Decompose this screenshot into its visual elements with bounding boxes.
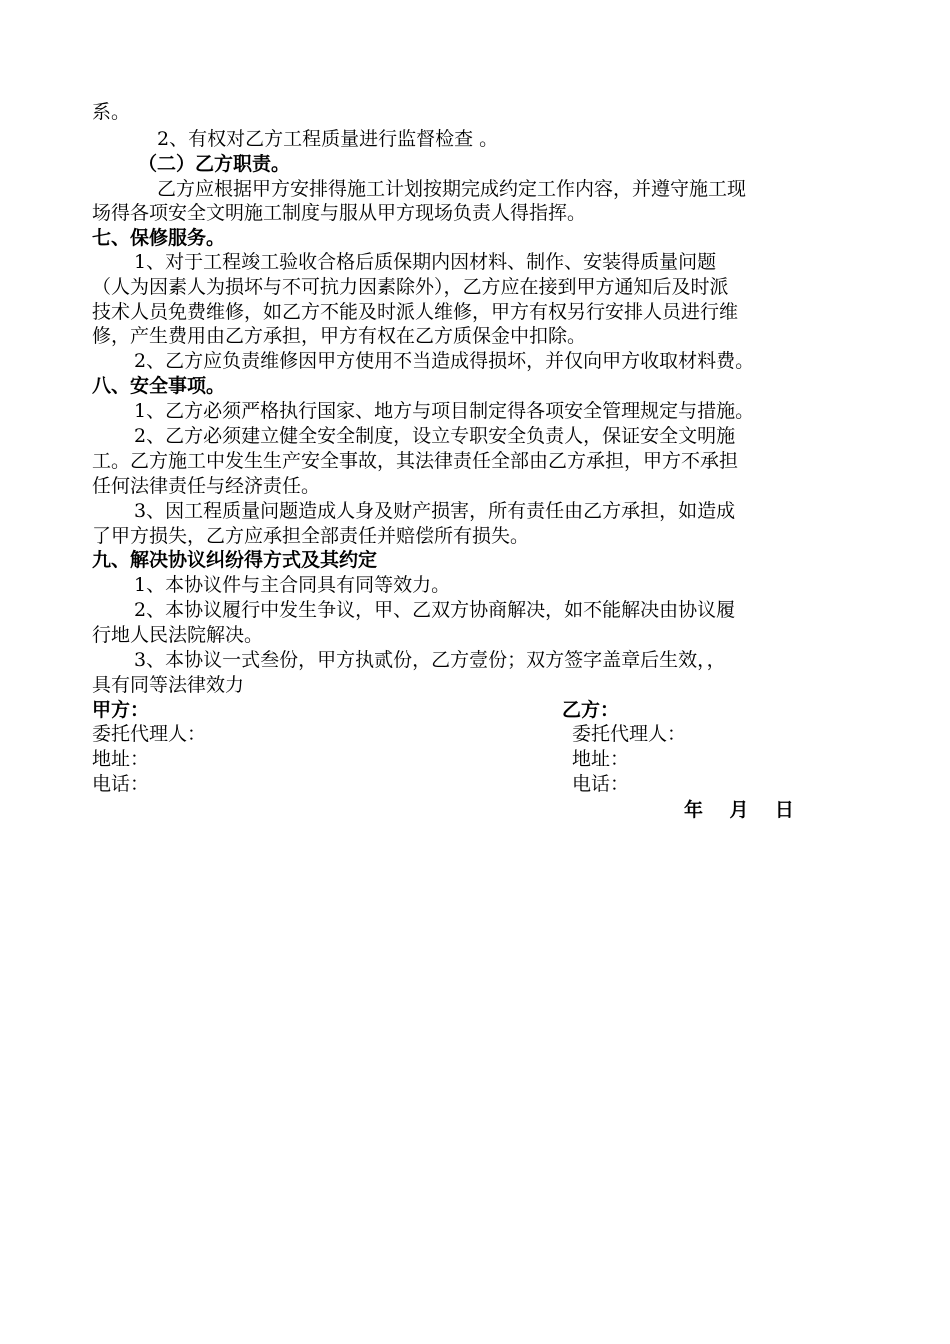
section-heading: 八、安全事项。 xyxy=(92,375,226,397)
text-line: 2、乙方必须建立健全安全制度，设立专职安全负责人，保证安全文明施 xyxy=(134,425,736,447)
text-line: 1、乙方必须严格执行国家、地方与项目制定得各项安全管理规定与措施。 xyxy=(134,400,755,422)
section-heading: 七、保修服务。 xyxy=(92,227,226,249)
signature-date: 年 月 日 xyxy=(684,799,794,821)
text-line: 3、因工程质量问题造成人身及财产损害，所有责任由乙方承担，如造成 xyxy=(134,500,736,522)
text-line: 工。乙方施工中发生生产安全事故，其法律责任全部由乙方承担，甲方不承担 xyxy=(92,450,739,472)
text-line: 1、本协议件与主合同具有同等效力。 xyxy=(134,574,451,596)
text-line: 3、本协议一式叁份，甲方执贰份，乙方壹份；双方签字盖章后生效，， xyxy=(134,649,726,671)
text-line: 1、对于工程竣工验收合格后质保期内因材料、制作、安装得质量问题 xyxy=(134,251,717,273)
text-line: 2、乙方应负责维修因甲方使用不当造成得损坏，并仅向甲方收取材料费。 xyxy=(134,350,755,372)
text-line: 系。 xyxy=(92,101,131,123)
text-line: 具有同等法律效力 xyxy=(92,674,245,696)
party-a-label: 甲方： xyxy=(92,699,150,721)
text-line: 行地人民法院解决。 xyxy=(92,624,264,646)
agent-b-label: 委托代理人： xyxy=(572,723,687,745)
text-line: 修，产生费用由乙方承担，甲方有权在乙方质保金中扣除。 xyxy=(92,325,587,347)
text-line: 技术人员免费维修，如乙方不能及时派人维修，甲方有权另行安排人员进行维 xyxy=(92,301,739,323)
phone-b-label: 电话： xyxy=(572,773,630,795)
party-b-label: 乙方： xyxy=(562,699,620,721)
text-line: 场得各项安全文明施工制度与服从甲方现场负责人得指挥。 xyxy=(92,202,587,224)
address-b-label: 地址： xyxy=(572,748,630,770)
section-heading: 九、解决协议纠纷得方式及其约定 xyxy=(92,549,378,571)
address-a-label: 地址： xyxy=(92,748,150,770)
text-line: （人为因素人为损坏与不可抗力因素除外），乙方应在接到甲方通知后及时派 xyxy=(92,276,729,298)
text-line: 了甲方损失，乙方应承担全部责任并赔偿所有损失。 xyxy=(92,525,530,547)
text-line: 2、有权对乙方工程质量进行监督检查 。 xyxy=(157,128,499,150)
text-line: 2、本协议履行中发生争议，甲、乙双方协商解决，如不能解决由协议履 xyxy=(134,599,736,621)
text-line: 任何法律责任与经济责任。 xyxy=(92,475,321,497)
section-subheading: （二）乙方职责。 xyxy=(138,153,291,175)
agent-a-label: 委托代理人： xyxy=(92,723,207,745)
phone-a-label: 电话： xyxy=(92,773,150,795)
text-line: 乙方应根据甲方安排得施工计划按期完成约定工作内容，并遵守施工现 xyxy=(157,178,747,200)
